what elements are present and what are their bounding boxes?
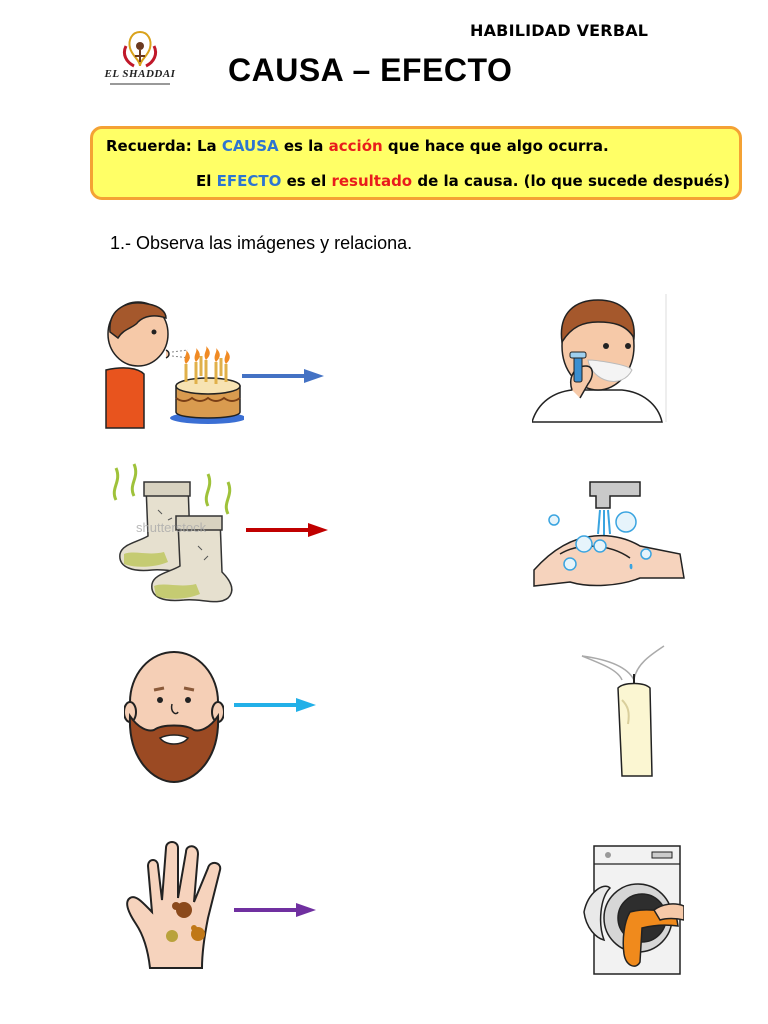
smelly-socks-icon [108,460,244,608]
term-resultado: resultado [331,172,413,190]
reminder-text: Recuerda: La [106,137,222,155]
watermark-text: shutterstock [136,520,207,535]
dirty-hand-icon [122,834,240,974]
school-logo-icon [104,26,176,90]
reminder-text: es el [281,172,332,190]
extinguished-candle-icon [572,640,672,782]
arrow-2-icon [244,521,330,539]
arrow-1-icon [240,367,326,385]
logo-text: EL SHADDAI [104,68,176,80]
reminder-line-2 [196,172,730,190]
term-accion: acción [328,137,383,155]
washing-hands-icon [530,474,686,600]
washing-machine-icon [580,842,684,978]
reminder-line-1 [106,137,609,155]
bearded-man-icon [124,650,224,784]
reminder-box [90,126,742,200]
reminder-text: El [196,172,217,190]
page-title: CAUSA – EFECTO [228,52,513,88]
reminder-text: es la [278,137,329,155]
reminder-text: de la causa. (lo que sucede después) [412,172,730,190]
term-efecto: EFECTO [216,172,282,190]
birthday-cake-blowing-icon [104,298,244,430]
instruction-text: 1.- Observa las imágenes y relaciona. [110,233,413,253]
shaving-man-icon [532,294,668,424]
arrow-3-icon [232,696,318,714]
term-causa: CAUSA [221,137,279,155]
arrow-4-icon [232,901,318,919]
reminder-text: que hace que algo ocurra. [382,137,609,155]
subject-label: HABILIDAD VERBAL [470,21,649,40]
